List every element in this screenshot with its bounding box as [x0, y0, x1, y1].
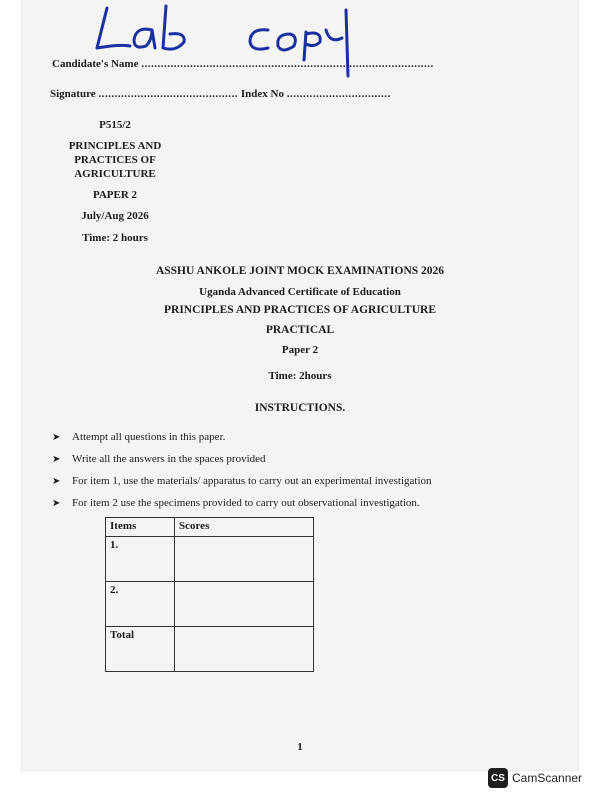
table-row	[106, 537, 314, 582]
exam-title: ASSHU ANKOLE JOINT MOCK EXAMINATIONS 2026	[155, 265, 445, 277]
exam-type: PRACTICAL	[265, 324, 335, 336]
score-cell[interactable]	[175, 537, 314, 582]
header-items: Items	[106, 518, 175, 537]
exam-certificate: Uganda Advanced Certificate of Education	[199, 286, 401, 298]
camscanner-brand: CamScanner	[512, 771, 583, 785]
paper-code: P515/2	[99, 119, 131, 131]
candidate-name-field: Candidate's Name ..........................................................................................	[52, 58, 434, 70]
row-label: 2.	[106, 582, 175, 627]
bullet-arrow-icon: ➤	[52, 476, 61, 487]
paper-subject: PRINCIPLES AND PRACTICES OF AGRICULTURE	[68, 140, 162, 180]
score-table	[105, 517, 314, 672]
score-cell[interactable]	[175, 627, 314, 672]
bullet-arrow-icon: ➤	[52, 498, 61, 509]
paper-time: Time: 2 hours	[82, 232, 148, 244]
table-header-row	[106, 518, 314, 537]
camscanner-logo-icon: CS	[488, 768, 508, 788]
table-row	[106, 627, 314, 672]
exam-paper: Paper 2	[281, 344, 319, 356]
page-number: 1	[297, 741, 303, 753]
instruction-item: ➤ For item 2 use the specimens provided to carry out observational investigation.	[52, 497, 420, 509]
instruction-item: ➤ Write all the answers in the spaces provided	[52, 453, 266, 465]
bullet-arrow-icon: ➤	[52, 454, 61, 465]
header-scores: Scores	[175, 518, 314, 537]
row-label: 1.	[106, 537, 175, 582]
signature-field: Signature ........................................... Index No ................................	[50, 88, 391, 100]
table-row	[106, 582, 314, 627]
row-label: Total	[106, 627, 175, 672]
bullet-arrow-icon: ➤	[52, 432, 61, 443]
exam-subject: PRINCIPLES AND PRACTICES OF AGRICULTURE	[163, 304, 436, 316]
instructions-heading: INSTRUCTIONS.	[254, 402, 346, 414]
exam-time: Time: 2hours	[268, 370, 332, 382]
paper-date: July/Aug 2026	[81, 210, 149, 222]
paper-number: PAPER 2	[92, 189, 138, 201]
handwritten-lab-copy	[0, 0, 600, 90]
instruction-item: ➤ Attempt all questions in this paper.	[52, 431, 226, 443]
instruction-item: ➤ For item 1, use the materials/ apparatus to carry out an experimental investigation	[52, 475, 432, 487]
score-cell[interactable]	[175, 582, 314, 627]
